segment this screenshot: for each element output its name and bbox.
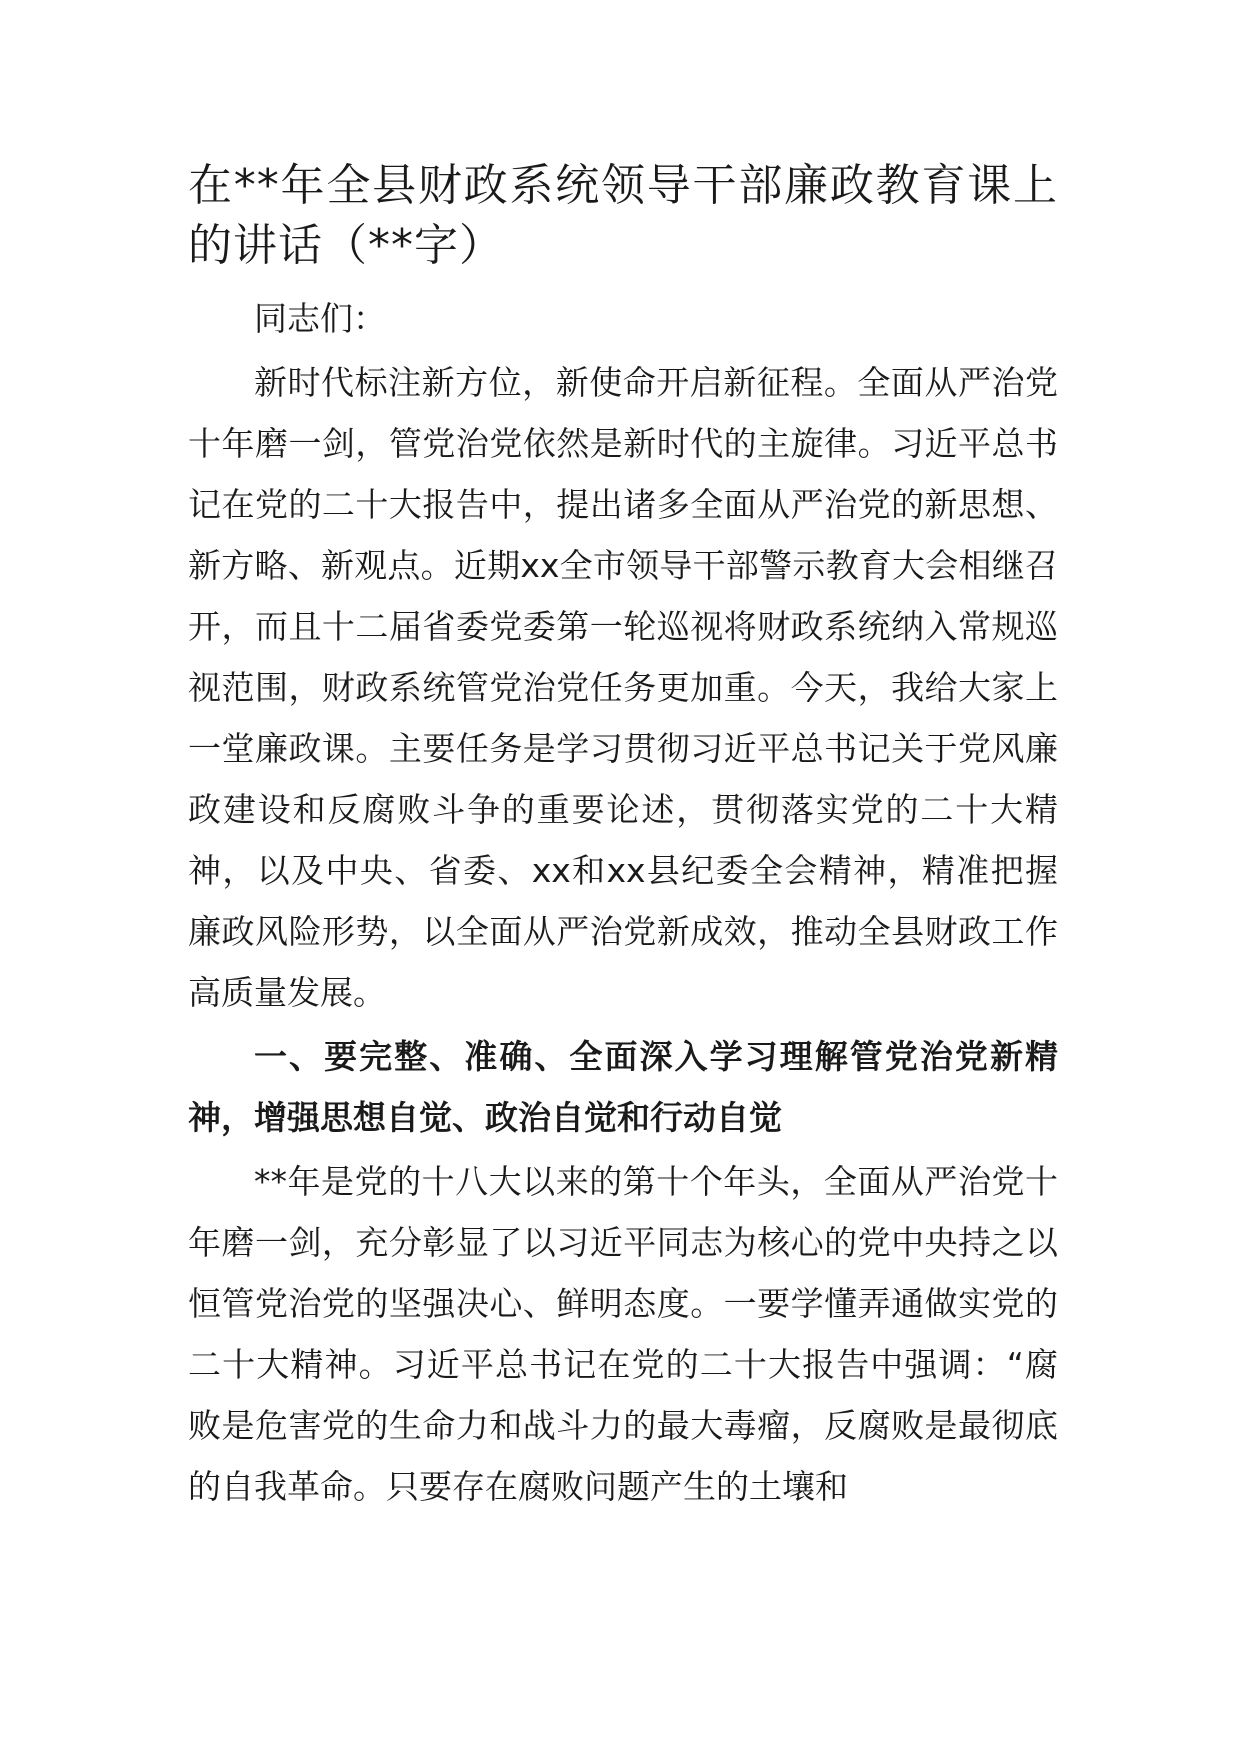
section-heading: 一、要完整、准确、全面深入学习理解管党治党新精神，增强思想自觉、政治自觉和行动自觉 [188, 1037, 1058, 1137]
section-paragraph: **年是党的十八大以来的第十个年头，全面从严治党十年磨一剑，充分彰显了以习近平同志为核心的党中央持之以恒管党治党的坚强决心、鲜明态度。一要学懂弄通做实党的二十大精神。习近平总书记在党的二十大报告中强调：“腐败是危害党的生命力和战斗力的最大毒瘤，反腐败是最彻底的自我革命。只要存在腐败问题产生的土壤和 [188, 1162, 1058, 1506]
document-page [188, 156, 1058, 1517]
document-title: 在**年全县财政系统领导干部廉政教育课上的讲话（**字） [188, 160, 1058, 271]
intro-paragraph: 新时代标注新方位，新使命开启新征程。全面从严治党十年磨一剑，管党治党依然是新时代的主旋律。习近平总书记在党的二十大报告中，提出诸多全面从严治党的新思想、新方略、新观点。近期xx全市领导干部警示教育大会相继召开，而且十二届省委党委第一轮巡视将财政系统纳入常规巡视范围，财政系统管党治党任务更加重。今天，我给大家上一堂廉政课。主要任务是学习贯彻习近平总书记关于党风廉政建设和反腐败斗争的重要论述，贯彻落实党的二十大精神，以及中央、省委、xx和xx县纪委全会精神，精准把握廉政风险形势，以全面从严治党新成效，推动全县财政工作高质量发展。 [188, 363, 1058, 1012]
salutation: 同志们： [254, 299, 386, 338]
